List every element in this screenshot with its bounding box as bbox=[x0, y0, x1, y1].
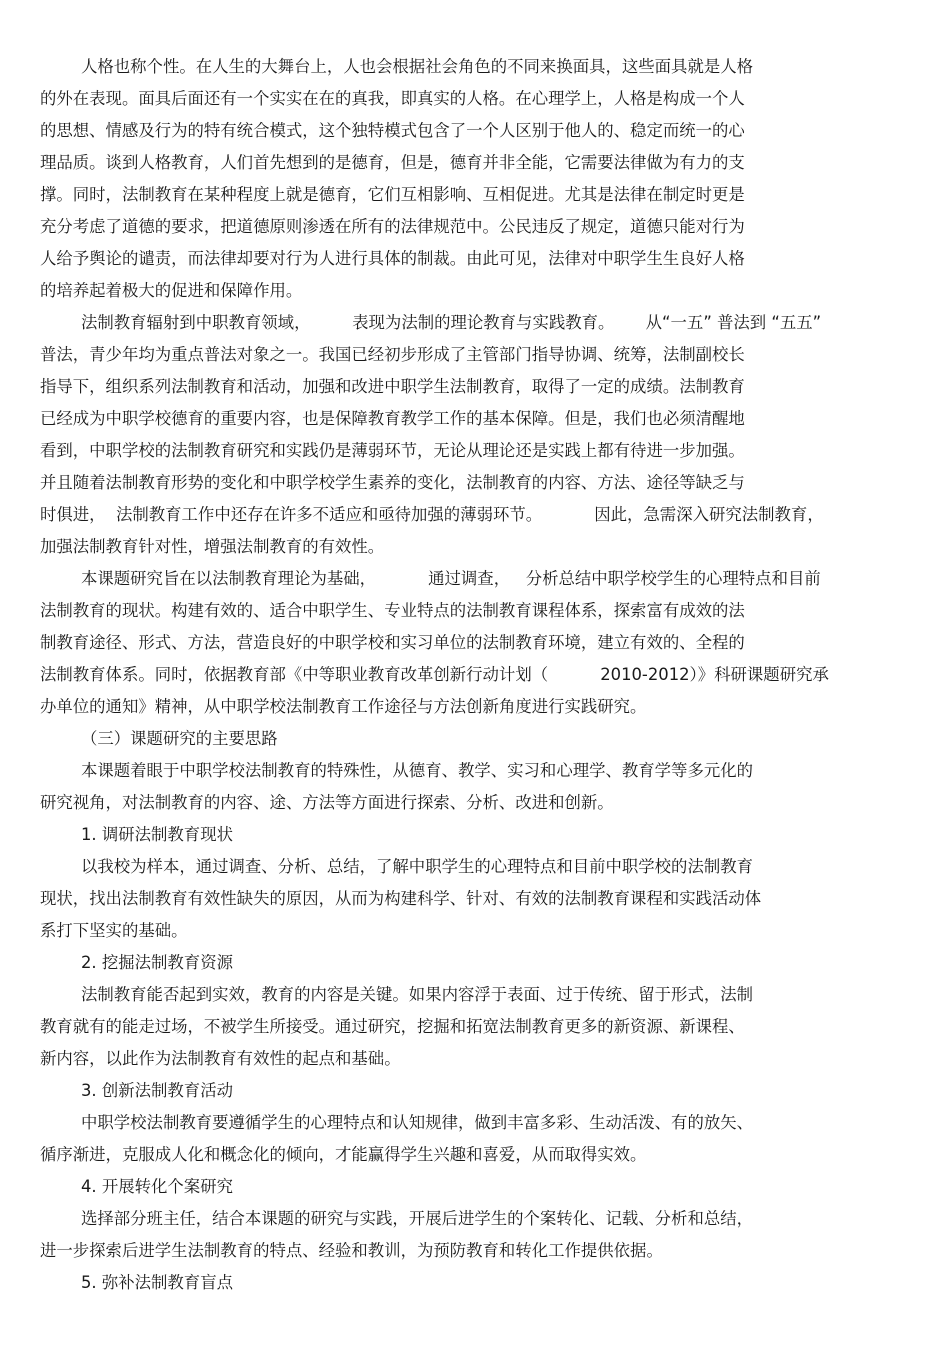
text-line: 研究视角，对法制教育的内容、途、方法等方面进行探索、分析、改进和创新。 bbox=[40, 793, 614, 812]
subsection-heading: 5. 弥补法制教育盲点 bbox=[81, 1273, 233, 1292]
text-line: 并且随着法制教育形势的变化和中职学校学生素养的变化，法制教育的内容、方法、途径等缺乏与 bbox=[40, 473, 745, 492]
text-line: 法制教育体系。同时，依据教育部《中等职业教育改革创新行动计划（ 2010-2012）》科研课题研究承 bbox=[40, 665, 829, 684]
text-line: 的外在表现。面具后面还有一个实实在在的真我，即真实的人格。在心理学上，人格是构成一个人 bbox=[40, 89, 745, 108]
section-heading: （三）课题研究的主要思路 bbox=[81, 729, 278, 748]
subsection-heading: 1. 调研法制教育现状 bbox=[81, 825, 233, 844]
text-line: 人格也称个性。在人生的大舞台上，人也会根据社会角色的不同来换面具，这些面具就是人格 bbox=[81, 57, 754, 76]
text-line: 理品质。谈到人格教育，人们首先想到的是德育，但是，德育并非全能，它需要法律做为有力的支 bbox=[40, 153, 745, 172]
text-line: 的培养起着极大的促进和保障作用。 bbox=[40, 281, 303, 300]
text-line: 系打下坚实的基础。 bbox=[40, 921, 188, 940]
text-line: 中职学校法制教育要遵循学生的心理特点和认知规律，做到丰富多彩、生动活泼、有的放矢、 bbox=[81, 1113, 754, 1132]
text-line: 法制教育能否起到实效，教育的内容是关键。如果内容浮于表面、过于传统、留于形式，法制 bbox=[81, 985, 754, 1004]
subsection-heading: 4. 开展转化个案研究 bbox=[81, 1177, 233, 1196]
text-line: 本课题研究旨在以法制教育理论为基础， 通过调查， 分析总结中职学校学生的心理特点和目前 bbox=[81, 569, 821, 588]
text-line: 循序渐进，克服成人化和概念化的倾向，才能赢得学生兴趣和喜爱，从而取得实效。 bbox=[40, 1145, 647, 1164]
text-line: 指导下，组织系列法制教育和活动，加强和改进中职学生法制教育，取得了一定的成绩。法制教育 bbox=[40, 377, 745, 396]
text-line: 教育就有的能走过场，不被学生所接受。通过研究，挖掘和拓宽法制教育更多的新资源、新课程、 bbox=[40, 1017, 745, 1036]
text-line: 加强法制教育针对性，增强法制教育的有效性。 bbox=[40, 537, 385, 556]
text-line: 看到，中职学校的法制教育研究和实践仍是薄弱环节，无论从理论还是实践上都有待进一步加强。 bbox=[40, 441, 745, 460]
subsection-heading: 3. 创新法制教育活动 bbox=[81, 1081, 233, 1100]
text-line: 本课题着眼于中职学校法制教育的特殊性，从德育、教学、实习和心理学、教育学等多元化的 bbox=[81, 761, 754, 780]
text-line: 法制教育的现状。构建有效的、适合中职学生、专业特点的法制教育课程体系，探索富有成效的法 bbox=[40, 601, 745, 620]
text-line: 进一步探索后进学生法制教育的特点、经验和教训，为预防教育和转化工作提供依据。 bbox=[40, 1241, 663, 1260]
text-line: 以我校为样本，通过调查、分析、总结，了解中职学生的心理特点和目前中职学校的法制教育 bbox=[81, 857, 754, 876]
text-line: 人给予舆论的谴责，而法律却要对行为人进行具体的制裁。由此可见，法律对中职学生生良好人格 bbox=[40, 249, 745, 268]
text-line: 撑。同时，法制教育在某种程度上就是德育，它们互相影响、互相促进。尤其是法律在制定时更是 bbox=[40, 185, 745, 204]
text-line: 办单位的通知》精神，从中职学校法制教育工作途径与方法创新角度进行实践研究。 bbox=[40, 697, 647, 716]
text-line: 法制教育辐射到中职教育领域， 表现为法制的理论教育与实践教育。 从“一五” 普法到 “五五” bbox=[81, 313, 822, 332]
text-line: 的思想、情感及行为的特有统合模式，这个独特模式包含了一个人区别于他人的、稳定而统一的心 bbox=[40, 121, 745, 140]
text-line: 已经成为中职学校德育的重要内容，也是保障教育教学工作的基本保障。但是，我们也必须清醒地 bbox=[40, 409, 745, 428]
text-line: 时俱进， 法制教育工作中还存在许多不适应和亟待加强的薄弱环节。 因此，急需深入研究法制教育， bbox=[40, 505, 824, 524]
text-line: 充分考虑了道德的要求，把道德原则渗透在所有的法律规范中。公民违反了规定，道德只能对行为 bbox=[40, 217, 745, 236]
subsection-heading: 2. 挖掘法制教育资源 bbox=[81, 953, 233, 972]
text-line: 普法，青少年均为重点普法对象之一。我国已经初步形成了主管部门指导协调、统筹，法制副校长 bbox=[40, 345, 745, 364]
text-line: 新内容，以此作为法制教育有效性的起点和基础。 bbox=[40, 1049, 401, 1068]
text-line: 选择部分班主任，结合本课题的研究与实践，开展后进学生的个案转化、记载、分析和总结， bbox=[81, 1209, 754, 1228]
text-line: 现状，找出法制教育有效性缺失的原因，从而为构建科学、针对、有效的法制教育课程和实践活动体 bbox=[40, 889, 762, 908]
text-line: 制教育途径、形式、方法，营造良好的中职学校和实习单位的法制教育环境，建立有效的、全程的 bbox=[40, 633, 745, 652]
